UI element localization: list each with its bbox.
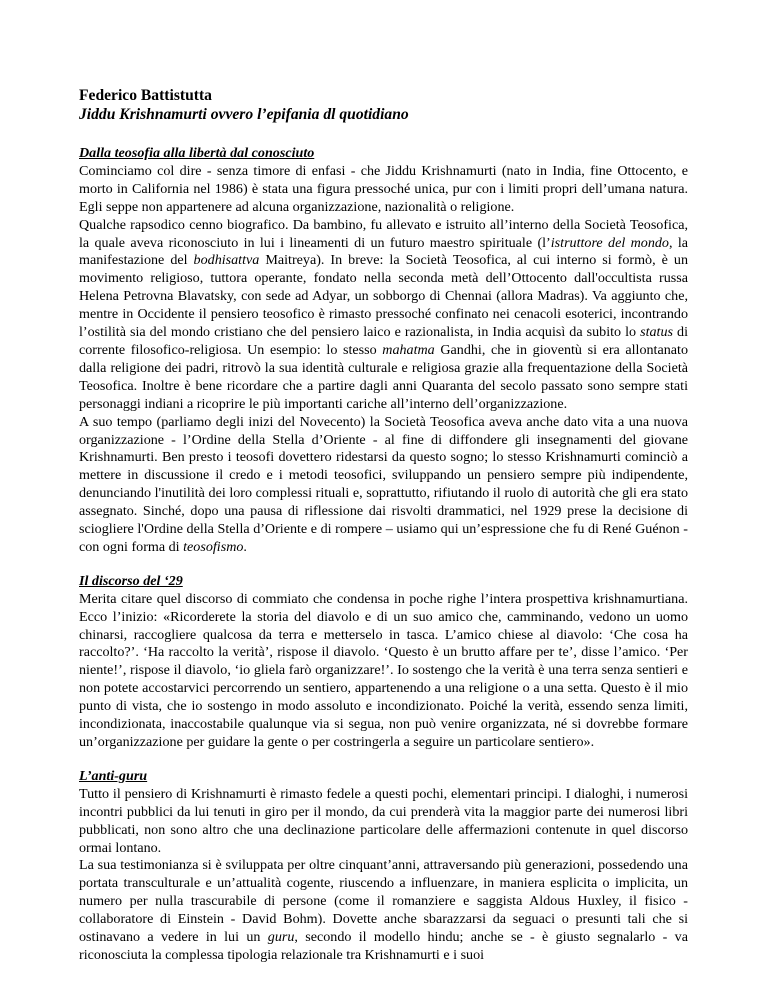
paragraph: [79, 591, 688, 752]
author-name: Federico Battistutta: [79, 87, 212, 104]
text-run: Cominciamo col dire - senza timore di enfasi - che Jiddu Krishnamurti (nato in India, fine Ottocento, e morto in California nel 1986) è stata una figura pressoché unica, pur con i limiti propri dell’umana natura. Egli seppe non appartenere ad alcuna organizzazione, nazionalità o religione.: [79, 162, 688, 215]
text-run: Qualche rapsodico cenno biografico. Da bambino, fu allevato e istruito all’interno della Società Teosofica, la quale aveva riconosciuto in lui i lineamenti di un futuro maestro spirituale (l’: [79, 216, 688, 251]
document-page: [79, 86, 688, 981]
text-run: Maitreya). In breve: la Società Teosofica, al cui interno si formò, è un movimento religioso, tuttora operante, fondato nella seconda metà dell’Ottocento dall'occultista russa Helena Petrovna Blavatsky, con sede ad Adyar, un sobborgo di Chennai (allora Madras). Va aggiunto che, mentre in Occidente il pensiero teosofico è rimasto pressoché confinato nei cenacoli esoterici, incontrando l’ostilità sia del mondo cristiano che del pensiero laico e razionalista, in India acquisì da subito lo: [79, 252, 688, 341]
document-body: [79, 145, 688, 965]
italic-term: istruttore del mondo: [550, 234, 669, 251]
section: [79, 573, 688, 752]
section: [79, 145, 688, 557]
text-run: Tutto il pensiero di Krishnamurti è rimasto fedele a questi pochi, elementari principi. I dialoghi, i numerosi incontri pubblici da lui tenuti in giro per il mondo, da cui prenderà vita la maggior parte dei numerosi libri pubblicati, non sono altro che una declinazione particolare delle affermazioni contenute in quel discorso ormai lontano.: [79, 785, 688, 856]
text-run: di corrente filosofico-religiosa. Un esempio: lo stesso: [79, 324, 688, 358]
text-run: La sua testimonianza si è sviluppata per oltre cinquant’anni, attraversando più generazioni, possedendo una portata transculturale e un’attualità cogente, riuscendo a influenzare, in maniera esplicita o implicita, un numero per nulla trascurabile di persone (come il romanziere e saggista Aldous Huxley, il fisico - collaboratore di Einstein - David Bohm). Dovette anche sbarazzarsi da seguaci o presunti tali che si ostinavano a vedere in lui un: [79, 857, 688, 946]
section-heading: Il discorso del ‘29: [79, 572, 183, 589]
italic-term: guru: [267, 929, 295, 946]
italic-term: status: [640, 324, 673, 341]
document-title: Jiddu Krishnamurti ovvero l’epifania dl quotidiano: [79, 106, 409, 123]
paragraph: [79, 217, 688, 414]
italic-term: mahatma: [382, 341, 435, 358]
text-run: .: [243, 538, 247, 555]
text-run: A suo tempo (parliamo degli inizi del Novecento) la Società Teosofica aveva anche dato vita a una nuova organizzazione - l’Ordine della Stella d’Oriente - al fine di diffondere gli insegnamenti del giovane Krishnamurti. Ben presto i teosofi dovettero ridestarsi da questo sogno; lo stesso Krishnamurti cominciò a mettere in discussione il credo e i metodi teosofici, sviluppando un pensiero sempre più indipendente, denunciando l'inutilità dei loro complessi rituali e, soprattutto, rifiutando il ruolo di autorità che gli era stato assegnato. Sinché, dopo una pausa di riflessione dai risvolti drammatici, nel 1929 prese la decisione di sciogliere l'Ordine della Stella d’Oriente e di rompere – usiamo qui un’espressione che fu di René Guénon - con ogni forma di: [79, 413, 688, 555]
paragraph: [79, 163, 688, 217]
italic-term: teosofismo: [183, 538, 244, 555]
section-heading: L’anti-guru: [79, 767, 148, 784]
paragraph: [79, 414, 688, 557]
text-run: , la manifestazione del: [79, 234, 689, 269]
paragraph: [79, 786, 688, 858]
section: [79, 768, 688, 965]
text-run: Gandhi, che in gioventù si era allontanato dalla religione dei padri, ritrovò la sua identità culturale e religiosa grazie alla frequentazione della Società Teosofica. Inoltre è bene ricordare che a partire dagli anni Quaranta del secolo passato sono sempre stati personaggi indiani a ricoprire le più importanti cariche all’interno dell’organizzazione.: [79, 341, 688, 412]
text-run: Merita citare quel discorso di commiato che condensa in poche righe l’intera prospettiva krishnamurtiana. Ecco l’inizio: «Ricorderete la storia del diavolo e di un suo amico che, camminando, vedono un uomo chinarsi, raccogliere qualcosa da terra e metterselo in tasca. L’amico chiese al diavolo: ‘Che cosa ha raccolto?’. ‘Ha raccolto la verità’, rispose il diavolo. ‘Questo è un brutto affare per te’, disse l’amico. ‘Per niente!’, rispose il diavolo, ‘io gliela farò organizzare!’. Io sostengo che la verità è una terra senza sentieri e non potete accostarvici percorrendo un sentiero, appartenendo a una religione o a una setta. Questo è il mio punto di vista, che io sostengo in modo assoluto e incondizionato. Poiché la verità, essendo senza limiti, incondizionata, inaccostabile qualunque via si segua, non può venire organizzata, né si dovrebbe formare un’organizzazione per guidare la gente o per costringerla a seguire un particolare sentiero».: [79, 590, 688, 750]
paragraph: [79, 857, 688, 964]
section-heading: Dalla teosofia alla libertà dal conosciuto: [79, 145, 315, 161]
italic-term: bodhisattva: [193, 252, 260, 269]
text-run: , secondo il modello hindu; anche se - è giusto segnalarlo - va riconosciuta la complessa tipologia relazionale tra Krishnamurti e i suoi: [79, 929, 688, 963]
